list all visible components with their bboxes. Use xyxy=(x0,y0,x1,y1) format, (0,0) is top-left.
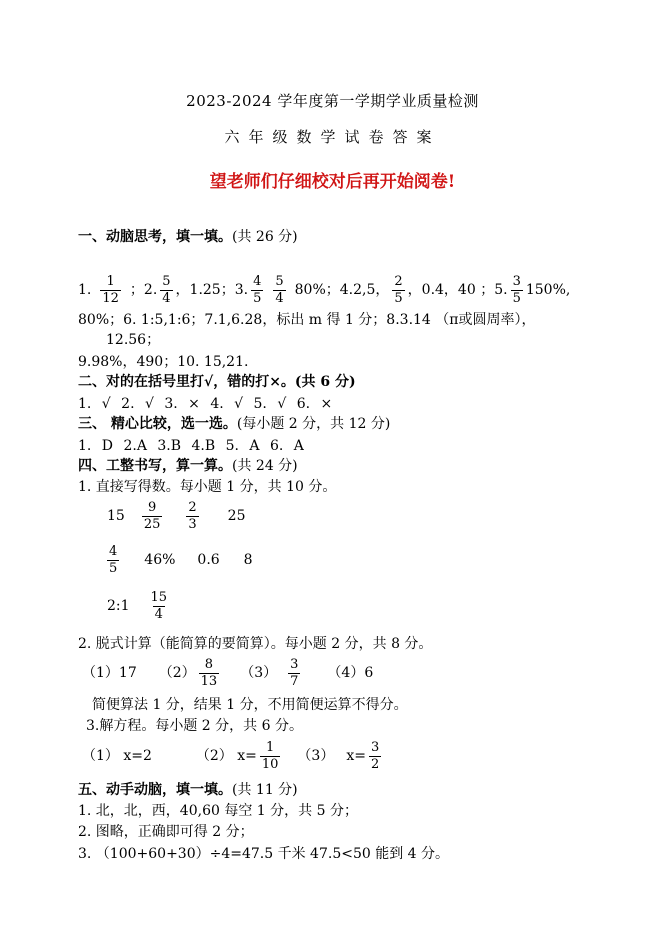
section-5-heading: 五、动手动脑，填一填。(共 11 分) xyxy=(78,782,298,798)
section-4-q2-title: 2. 脱式计算（能简算的要简算）。每小题 2 分，共 8 分。 xyxy=(78,636,433,652)
section-2-heading: 二、对的在括号里打√，错的打×。(共 6 分) xyxy=(78,374,356,390)
section-4-q2-answers: （1）17 （2） $\frac{8}{13}$ （3） $\frac{3}{7}$ （4）6 xyxy=(82,656,374,689)
section-1-answers-line-1: 1. $\frac{1}{12}$ ；2. $\frac{5}{4}$ ，1.25；3. $\frac{4}{5}$ $\frac{5}{4}$ 80%；4.2,5， $\frac{2}{5}$ ，0.4，40 ；5. $\frac{3}{5}$ 150%, xyxy=(78,273,571,306)
section-2-answers: 1. √ 2. √ 3. × 4. √ 5. √ 6. × xyxy=(78,396,333,412)
section-4-q1-row-1: 15 $\frac{9}{25}$ $\frac{2}{3}$ 25 xyxy=(107,499,246,532)
document-title: 2023-2024 学年度第一学期学业质量检测 xyxy=(186,92,479,110)
grading-notice: 望老师们仔细校对后再开始阅卷! xyxy=(209,172,456,192)
fraction: $\frac{4}{5}$ xyxy=(253,273,262,306)
fraction: $\frac{5}{4}$ xyxy=(162,273,171,306)
fraction: $\frac{1}{10}$ xyxy=(261,739,279,772)
fraction: $\frac{5}{4}$ xyxy=(275,273,284,306)
section-1-answers-line-4: 9.98%，490；10. 15,21. xyxy=(78,354,249,370)
fraction: $\frac{9}{25}$ xyxy=(143,499,161,532)
section-1-heading: 一、动脑思考，填一填。(共 26 分) xyxy=(78,229,298,245)
section-4-q1-title: 1. 直接写得数。每小题 1 分，共 10 分。 xyxy=(78,479,337,495)
fraction: $\frac{15}{4}$ xyxy=(150,589,168,622)
section-5-answer-1: 1. 北，北，西，40,60 每空 1 分，共 5 分； xyxy=(78,803,358,819)
fraction: $\frac{2}{3}$ xyxy=(188,499,197,532)
section-4-q1-row-2: $\frac{4}{5}$ 46% 0.6 8 xyxy=(109,543,253,576)
section-4-q2-note: 简便算法 1 分，结果 1 分，不用简便运算不得分。 xyxy=(92,697,408,713)
fraction: $\frac{3}{5}$ xyxy=(512,273,521,306)
section-4-q1-row-3: 2:1 $\frac{15}{4}$ xyxy=(107,589,168,622)
fraction: $\frac{1}{12}$ xyxy=(102,273,119,306)
section-4-q3-title: 3.解方程。每小题 2 分，共 6 分。 xyxy=(86,718,303,734)
document-subtitle: 六年级数学试卷答案 xyxy=(224,128,441,146)
section-3-heading: 三、 精心比较，选一选。(每小题 2 分，共 12 分) xyxy=(78,416,391,432)
section-5-answer-2: 2. 图略，正确即可得 2 分； xyxy=(78,824,254,840)
section-1-answers-line-2: 80%；6. 1:5,1:6；7.1,6.28，标出 m 得 1 分；8.3.14 （π或圆周率）， xyxy=(78,312,536,328)
fraction: $\frac{2}{5}$ xyxy=(394,273,403,306)
fraction: $\frac{4}{5}$ xyxy=(109,543,118,576)
section-5-answer-3: 3. （100+60+30）÷4=47.5 千米 47.5<50 能到 4 分。 xyxy=(78,846,450,862)
fraction: $\frac{3}{7}$ xyxy=(290,656,299,689)
section-3-answers: 1. D 2.A 3.B 4.B 5. A 6. A xyxy=(78,438,304,454)
section-4-heading: 四、工整书写，算一算。(共 24 分) xyxy=(78,458,298,474)
section-1-answers-line-3: 12.56； xyxy=(106,332,161,348)
fraction: $\frac{8}{13}$ xyxy=(200,656,218,689)
fraction: $\frac{3}{2}$ xyxy=(370,739,380,772)
section-4-q3-answers: （1） x=2 （2） x= $\frac{1}{10}$ （3） x= $\frac{3}{2}$ xyxy=(82,739,380,772)
